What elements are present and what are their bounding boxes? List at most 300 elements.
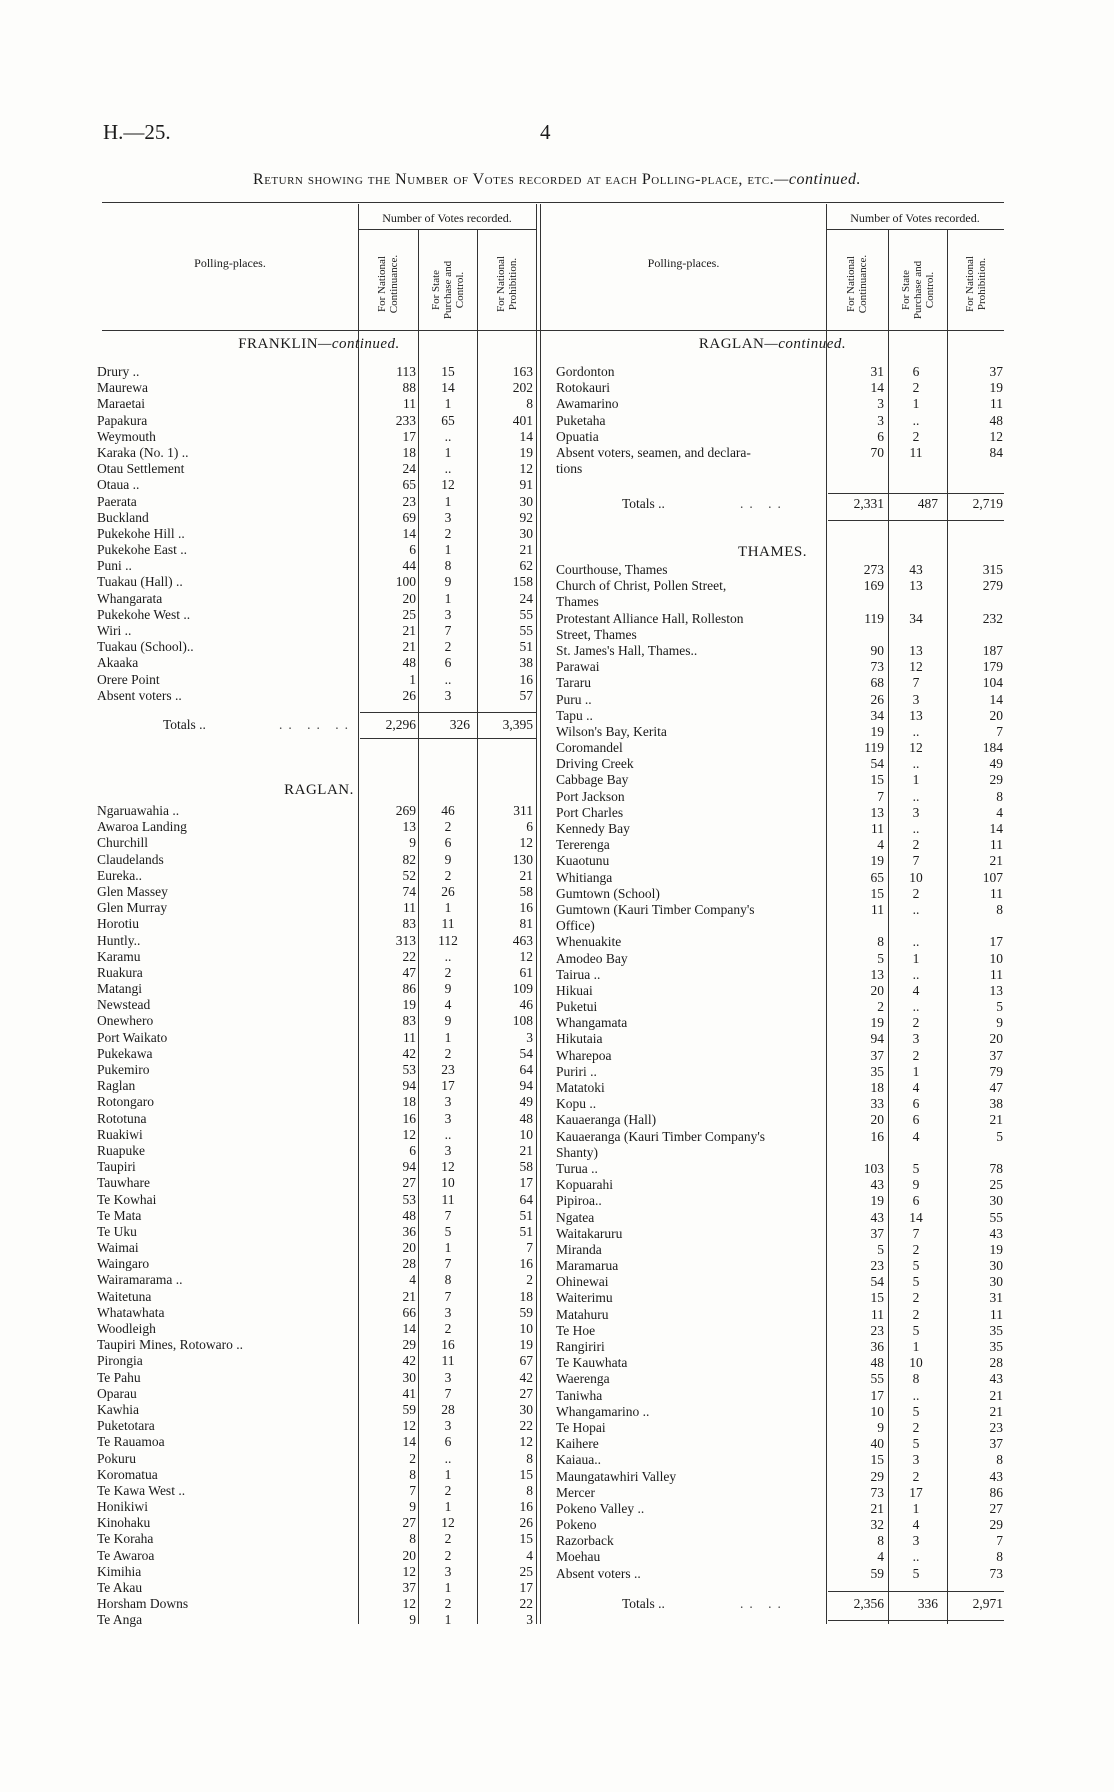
state-purchase-votes: 6 [444, 835, 452, 851]
polling-place-name: Maurewa [97, 380, 148, 396]
state-purchase-votes: 9 [912, 1177, 920, 1193]
polling-place-name: Tuakau (School).. [97, 639, 194, 655]
continuance-votes: 27 [402, 1175, 416, 1191]
state-purchase-votes: 2 [444, 1531, 452, 1547]
state-purchase-votes: 1 [912, 772, 920, 788]
state-purchase-votes: 12 [441, 1515, 455, 1531]
table-row [97, 672, 537, 688]
thames-totals-prohibition: 2,971 [972, 1596, 1003, 1611]
prohibition-votes: 51 [519, 639, 533, 655]
polling-place-name: Waimai [97, 1240, 139, 1256]
table-row [97, 1240, 537, 1256]
state-purchase-votes: 1 [444, 396, 452, 412]
table-row [97, 1143, 537, 1159]
prohibition-votes: 30 [989, 1258, 1003, 1274]
polling-place-name: Ngatea [556, 1209, 595, 1225]
table-row [97, 868, 537, 884]
polling-place-name: Taniwha [556, 1387, 603, 1403]
table-top-rule [102, 202, 1004, 203]
table-row [97, 1256, 537, 1272]
polling-place-name: Gordonton [556, 364, 615, 379]
continuance-votes: 53 [402, 1191, 416, 1207]
franklin-totals-row [97, 717, 537, 735]
thames-totals-continuance: 2,356 [853, 1596, 884, 1611]
table-row [97, 688, 537, 704]
continuance-votes: 12 [402, 1418, 416, 1434]
table-row [556, 627, 1006, 643]
continuance-votes: 9 [409, 835, 416, 851]
prohibition-votes: 64 [519, 1062, 533, 1077]
raglan-totals-state: 487 [917, 496, 938, 511]
table-row [556, 1469, 1006, 1485]
prohibition-votes: 27 [989, 1500, 1003, 1516]
polling-place-name: Oparau [97, 1385, 137, 1401]
raglan-totals-row [556, 496, 1006, 514]
table-row [556, 1274, 1006, 1290]
polling-place-name: Rotongaro [97, 1094, 154, 1110]
continuance-votes: 27 [402, 1515, 416, 1531]
prohibition-votes: 81 [519, 916, 533, 932]
continuance-votes: 11 [871, 901, 884, 917]
table-row [556, 1226, 1006, 1242]
left-places-header: Polling-places. [194, 256, 266, 270]
table-row [97, 1499, 537, 1515]
state-purchase-votes: 7 [444, 1256, 452, 1272]
state-purchase-votes: 2 [912, 380, 920, 396]
state-purchase-votes: 8 [444, 558, 452, 574]
continuance-votes: 48 [402, 1207, 416, 1223]
table-row [556, 1177, 1006, 1193]
state-purchase-votes: 14 [441, 380, 455, 396]
thames-totals-row [556, 1596, 1006, 1614]
right-group-rule [826, 229, 1004, 230]
continuance-votes: 36 [870, 1339, 884, 1354]
polling-place-name: Cabbage Bay [556, 772, 629, 788]
prohibition-votes: 57 [519, 687, 533, 703]
continuance-votes: 4 [877, 837, 884, 853]
prohibition-votes: 46 [519, 997, 533, 1013]
table-row [97, 1289, 537, 1305]
polling-place-name: Pukekohe West .. [97, 606, 191, 622]
prohibition-votes: 109 [512, 981, 533, 997]
polling-place-name: Puketui [556, 999, 598, 1015]
continuance-votes: 11 [403, 396, 416, 412]
polling-place-name: Ruakiwi [97, 1126, 143, 1142]
state-purchase-votes: 5 [444, 1223, 452, 1239]
state-purchase-votes: 7 [912, 853, 920, 869]
continuance-votes: 13 [870, 966, 884, 982]
polling-place-name: Whangarata [97, 590, 163, 606]
state-purchase-votes: 7 [912, 1225, 920, 1241]
table-row [556, 740, 1006, 756]
prohibition-votes: 38 [989, 1096, 1003, 1112]
prohibition-votes: 61 [519, 964, 533, 980]
continuance-votes: 7 [409, 1482, 416, 1498]
table-row [97, 852, 537, 868]
right-col-prohibition-header: For National Prohibition. [964, 256, 988, 312]
polling-place-name: Pukekohe East .. [97, 542, 187, 558]
polling-place-name: Pukemiro [97, 1062, 150, 1077]
state-purchase-votes: 12 [441, 477, 455, 493]
polling-place-name: Weymouth [97, 428, 156, 444]
state-purchase-votes: 7 [912, 675, 920, 691]
prohibition-votes: 21 [989, 1112, 1003, 1128]
state-purchase-votes: 3 [444, 1304, 452, 1320]
state-purchase-votes: .. [912, 1549, 920, 1565]
polling-place-name: Street, Thames [556, 626, 637, 642]
table-row [556, 870, 1006, 886]
prohibition-votes: 11 [990, 966, 1003, 982]
continuance-votes: 9 [409, 1499, 416, 1515]
state-purchase-votes: 12 [909, 659, 923, 675]
polling-place-name: Otaua .. [97, 477, 140, 493]
table-row [97, 1451, 537, 1467]
continuance-votes: 169 [863, 578, 884, 594]
prohibition-votes: 14 [989, 821, 1003, 836]
state-purchase-votes: 3 [912, 1452, 920, 1468]
table-row [556, 902, 1006, 918]
prohibition-votes: 29 [989, 772, 1003, 788]
state-purchase-votes: 28 [441, 1401, 455, 1417]
table-row [556, 429, 1006, 445]
continuance-votes: 23 [402, 493, 416, 509]
state-purchase-votes: 5 [912, 1565, 920, 1581]
state-purchase-votes: 14 [909, 1209, 923, 1225]
prohibition-votes: 42 [519, 1369, 533, 1385]
table-row [97, 1305, 537, 1321]
polling-place-name: Gumtown (Kauri Timber Company's [556, 901, 755, 917]
raglan-continued-heading-text: RAGLAN [698, 336, 765, 352]
state-purchase-votes: 7 [444, 623, 452, 638]
polling-place-name: Tararu [556, 675, 592, 691]
table-row [556, 1015, 1006, 1031]
prohibition-votes: 21 [519, 867, 533, 883]
polling-place-name: Driving Creek [556, 756, 634, 772]
continuance-votes: 19 [870, 723, 884, 739]
continuance-votes: 7 [877, 788, 884, 804]
continuance-votes: 20 [402, 1240, 416, 1256]
table-row [556, 1193, 1006, 1209]
title-suffix: —continued. [774, 171, 861, 188]
polling-place-name: Churchill [97, 835, 148, 851]
prohibition-votes: 19 [989, 380, 1003, 396]
state-purchase-votes: 2 [444, 867, 452, 883]
right-votes-group-header: Number of Votes recorded. [850, 211, 980, 225]
state-purchase-votes: 16 [441, 1337, 455, 1353]
continuance-votes: 1 [409, 671, 416, 687]
continuance-votes: 3 [877, 396, 884, 412]
prohibition-votes: 4 [996, 804, 1003, 820]
continuance-votes: 8 [409, 1466, 416, 1482]
polling-place-name: Te Anga [97, 1612, 143, 1628]
polling-place-name: Office) [556, 918, 595, 934]
continuance-votes: 21 [402, 1288, 416, 1304]
continuance-votes: 6 [409, 542, 416, 558]
state-purchase-votes: 1 [444, 590, 452, 606]
prohibition-votes: 43 [989, 1371, 1003, 1387]
franklin-heading [102, 336, 536, 353]
polling-place-name: Koromatua [97, 1466, 158, 1482]
continuance-votes: 66 [402, 1304, 416, 1320]
continuance-votes: 10 [870, 1403, 884, 1419]
polling-place-name: Huntly.. [97, 932, 141, 948]
prohibition-votes: 5 [996, 999, 1003, 1015]
state-purchase-votes: 1 [444, 1240, 452, 1256]
state-purchase-votes: 3 [444, 1418, 452, 1434]
prohibition-votes: 11 [990, 1306, 1003, 1322]
prohibition-votes: 78 [989, 1160, 1003, 1176]
table-row [97, 835, 537, 851]
thames-rows [556, 562, 1006, 1582]
polling-place-name: Kauaeranga (Hall) [556, 1112, 657, 1128]
state-purchase-votes: 3 [444, 1110, 452, 1126]
state-purchase-votes: 17 [909, 1484, 923, 1500]
prohibition-votes: 279 [982, 578, 1003, 594]
continuance-votes: 35 [870, 1063, 884, 1079]
table-row [97, 1046, 537, 1062]
continuance-votes: 54 [870, 1274, 884, 1290]
polling-place-name: Matangi [97, 981, 142, 997]
table-row [97, 526, 537, 542]
prohibition-votes: 12 [519, 461, 533, 477]
polling-place-name: Wiri .. [97, 623, 132, 638]
left-group-rule [358, 229, 536, 230]
state-purchase-votes: 2 [444, 1482, 452, 1498]
state-purchase-votes: .. [912, 999, 920, 1015]
state-purchase-votes: 7 [444, 1207, 452, 1223]
polling-place-name: Puketotara [97, 1418, 155, 1434]
table-row [97, 1272, 537, 1288]
polling-place-name: Glen Massey [97, 883, 168, 899]
continuance-votes: 26 [402, 687, 416, 703]
continuance-votes: 31 [870, 364, 884, 379]
state-purchase-votes: 2 [912, 837, 920, 853]
table-row [97, 558, 537, 574]
polling-place-name: Courthouse, Thames [556, 562, 668, 577]
continuance-votes: 19 [870, 1015, 884, 1031]
table-row [97, 574, 537, 590]
prohibition-votes: 73 [989, 1565, 1003, 1581]
table-row [556, 1096, 1006, 1112]
continuance-votes: 11 [871, 1306, 884, 1322]
table-row [556, 1549, 1006, 1565]
table-row [556, 708, 1006, 724]
continuance-votes: 6 [877, 428, 884, 444]
table-row [97, 1386, 537, 1402]
table-row [97, 1353, 537, 1369]
table-row [97, 1192, 537, 1208]
state-purchase-votes: 3 [444, 606, 452, 622]
table-row [556, 1501, 1006, 1517]
raglan-totals-dots: .. .. [740, 496, 787, 511]
state-purchase-votes: 1 [912, 950, 920, 966]
table-row [556, 396, 1006, 412]
continuance-votes: 6 [409, 1142, 416, 1158]
polling-place-name: Port Charles [556, 804, 624, 820]
polling-place-name: Rotokauri [556, 380, 610, 396]
thames-heading: THAMES. [738, 544, 807, 560]
continuance-votes: 17 [870, 1387, 884, 1403]
table-row [97, 396, 537, 412]
table-row [556, 380, 1006, 396]
polling-place-name: Te Mata [97, 1207, 142, 1223]
raglan-totals-rule-top [828, 493, 1004, 494]
polling-place-name: Church of Christ, Pollen Street, [556, 578, 727, 594]
polling-place-name: St. James's Hall, Thames.. [556, 642, 698, 658]
polling-place-name: Taupiri [97, 1159, 136, 1175]
state-purchase-votes: 43 [909, 562, 923, 577]
prohibition-votes: 91 [519, 477, 533, 493]
continuance-votes: 40 [870, 1436, 884, 1452]
polling-place-name: Woodleigh [97, 1321, 156, 1336]
table-row [556, 1161, 1006, 1177]
table-row [97, 1208, 537, 1224]
polling-place-name: Drury .. [97, 364, 140, 379]
state-purchase-votes: 5 [912, 1436, 920, 1452]
prohibition-votes: 58 [519, 1159, 533, 1175]
polling-place-name: Horotiu [97, 916, 139, 932]
table-row [556, 1031, 1006, 1047]
continuance-votes: 9 [409, 1612, 416, 1628]
prohibition-votes: 86 [989, 1484, 1003, 1500]
continuance-votes: 21 [870, 1500, 884, 1516]
right-places-header: Polling-places. [647, 256, 720, 270]
table-row [97, 429, 537, 445]
polling-place-name: Pukekohe Hill .. [97, 525, 185, 541]
table-row [97, 1515, 537, 1531]
polling-place-name: Turua .. [556, 1160, 598, 1176]
state-purchase-votes: 17 [441, 1078, 455, 1094]
table-row [556, 1080, 1006, 1096]
continuance-votes: 14 [402, 1434, 416, 1450]
polling-place-name: Port Waikato [97, 1029, 168, 1045]
prohibition-votes: 8 [996, 788, 1003, 804]
prohibition-votes: 51 [519, 1223, 533, 1239]
prohibition-votes: 4 [526, 1547, 533, 1563]
continuance-votes: 13 [402, 819, 416, 835]
continuance-votes: 15 [870, 1452, 884, 1468]
prohibition-votes: 30 [989, 1274, 1003, 1290]
table-row [97, 1337, 537, 1353]
prohibition-votes: 3 [526, 1612, 533, 1628]
prohibition-votes: 24 [519, 590, 533, 606]
continuance-votes: 73 [870, 659, 884, 675]
table-row [556, 886, 1006, 902]
prohibition-votes: 17 [519, 1580, 533, 1595]
state-purchase-votes: 12 [909, 740, 923, 756]
table-row [97, 1013, 537, 1029]
polling-place-name: Newstead [97, 997, 151, 1013]
prohibition-votes: 21 [519, 542, 533, 558]
polling-place-name: Whangamata [556, 1015, 628, 1031]
table-row [556, 675, 1006, 691]
continuance-votes: 37 [402, 1580, 416, 1595]
continuance-votes: 119 [864, 610, 884, 626]
polling-place-name: Te Kauwhata [556, 1355, 628, 1371]
state-purchase-votes: .. [444, 948, 452, 964]
state-purchase-votes: 1 [444, 493, 452, 509]
polling-place-name: Buckland [97, 509, 149, 525]
state-purchase-votes: 2 [912, 1468, 920, 1484]
prohibition-votes: 15 [519, 1466, 533, 1482]
polling-place-name: Whatawhata [97, 1304, 165, 1320]
continuance-votes: 119 [864, 740, 884, 756]
state-purchase-votes: 2 [444, 1321, 452, 1336]
table-row [556, 724, 1006, 740]
state-purchase-votes: 9 [444, 1013, 452, 1029]
state-purchase-votes: 3 [444, 1563, 452, 1579]
prohibition-votes: 14 [989, 691, 1003, 707]
continuance-votes: 14 [402, 525, 416, 541]
continuance-votes: 29 [402, 1337, 416, 1353]
state-purchase-votes: 46 [441, 803, 455, 818]
table-row [556, 837, 1006, 853]
prohibition-votes: 2 [526, 1272, 533, 1288]
continuance-votes: 52 [402, 867, 416, 883]
state-purchase-votes: 3 [444, 509, 452, 525]
continuance-votes: 5 [877, 950, 884, 966]
state-purchase-votes: 11 [441, 1191, 455, 1207]
continuance-votes: 25 [402, 606, 416, 622]
prohibition-votes: 67 [519, 1353, 533, 1369]
polling-place-name: Te Rauamoa [97, 1434, 165, 1450]
prohibition-votes: 18 [519, 1288, 533, 1304]
polling-place-name: Razorback [556, 1533, 614, 1549]
table-row [97, 461, 537, 477]
raglan-heading: RAGLAN. [284, 782, 354, 798]
polling-place-name: Raglan [97, 1078, 136, 1094]
continuance-votes: 65 [870, 869, 884, 885]
polling-place-name: Tapu .. [556, 707, 593, 723]
continuance-votes: 47 [402, 964, 416, 980]
prohibition-votes: 29 [989, 1517, 1003, 1533]
prohibition-votes: 28 [989, 1355, 1003, 1371]
table-row [97, 1531, 537, 1547]
continuance-votes: 5 [877, 1241, 884, 1257]
table-row [556, 805, 1006, 821]
continuance-votes: 8 [877, 934, 884, 950]
continuance-votes: 100 [395, 574, 416, 590]
continuance-votes: 19 [402, 997, 416, 1013]
state-purchase-votes: .. [912, 788, 920, 804]
state-purchase-votes: 2 [444, 819, 452, 835]
table-row [97, 1321, 537, 1337]
table-row [556, 692, 1006, 708]
continuance-votes: 48 [402, 655, 416, 671]
polling-place-name: Coromandel [556, 740, 623, 756]
table-row [556, 611, 1006, 627]
state-purchase-votes: 5 [912, 1322, 920, 1338]
continuance-votes: 20 [402, 590, 416, 606]
prohibition-votes: 8 [526, 1450, 533, 1466]
polling-place-name: Papakura [97, 412, 148, 428]
state-purchase-votes: 15 [441, 364, 455, 379]
polling-place-name: Tauwhare [97, 1175, 151, 1191]
table-row [556, 983, 1006, 999]
polling-place-name: Wharepoa [556, 1047, 612, 1063]
polling-place-name: Glen Murray [97, 900, 168, 916]
prohibition-votes: 30 [519, 525, 533, 541]
prohibition-votes: 8 [996, 1549, 1003, 1565]
table-row [556, 1566, 1006, 1582]
prohibition-votes: 43 [989, 1468, 1003, 1484]
continuance-votes: 83 [402, 916, 416, 932]
thames-totals-label: Totals .. [622, 1596, 665, 1611]
state-purchase-votes: 5 [912, 1403, 920, 1419]
center-rule-b [540, 204, 541, 1624]
state-purchase-votes: 3 [444, 1142, 452, 1158]
table-row [556, 1355, 1006, 1371]
